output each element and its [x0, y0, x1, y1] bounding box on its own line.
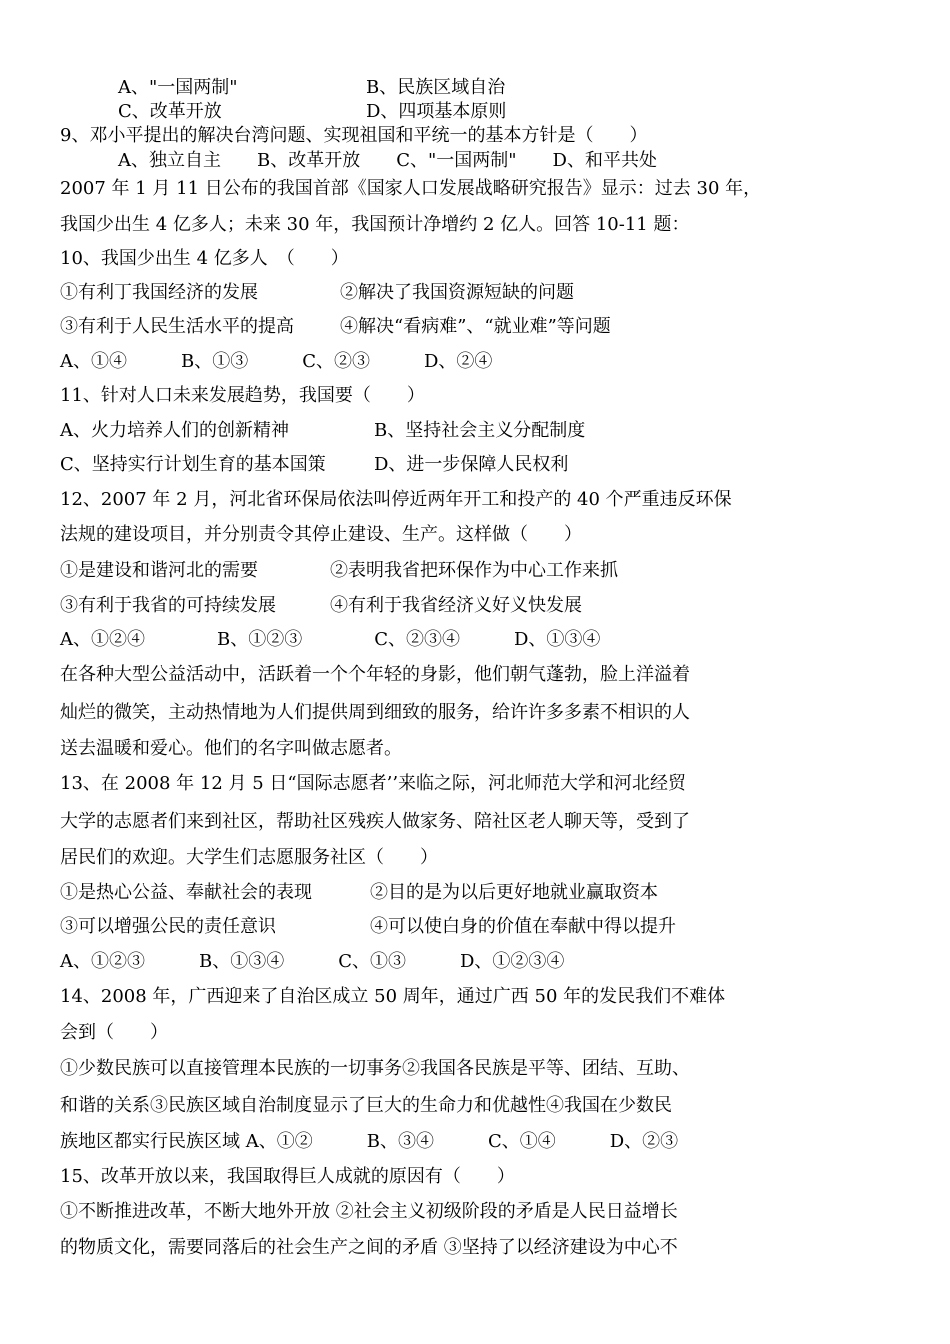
q12-choices: A、①②④ B、①②③ C、②③④ D、①③④	[60, 629, 601, 650]
q11-option-a: A、火力培养人们的创新精神	[60, 420, 289, 441]
q11-option-c: C、坚持实行计划生育的基本国策	[60, 454, 326, 475]
q8-option-d: D、四项基本原则	[366, 101, 507, 122]
q8-option-a: A、"一国两制"	[118, 77, 238, 98]
q13-line1: 13、在 2008 年 12 月 5 日“国际志愿者’’来临之际，河北师范大学和河北经贸	[60, 773, 687, 794]
q13-option-4: ④可以使白身的价值在奉献中得以提升	[370, 916, 676, 937]
q10-stem: 10、我国少出生 4 亿多人 （ ）	[60, 248, 349, 269]
q13-option-3: ③可以增强公民的责任意识	[60, 916, 276, 937]
q13-choices: A、①②③ B、①③④ C、①③ D、①②③④	[60, 951, 565, 972]
intro-13-line1: 在各种大型公益活动中，活跃着一个个年轻的身影，他们朝气蓬勃，脸上洋溢着	[60, 664, 690, 685]
q11-stem: 11、针对人口未来发展趋势，我国要（ ）	[60, 385, 425, 406]
q13-line2: 大学的志愿者们来到社区，帮助社区残疾人做家务、陪社区老人聊天等，受到了	[60, 811, 690, 832]
q12-line2: 法规的建设项目，并分别责令其停止建设、生产。这样做（ ）	[60, 524, 582, 545]
q13-option-1: ①是热心公益、奉献社会的表现	[60, 882, 312, 903]
intro-13-line3: 送去温暖和爱心。他们的名字叫做志愿者。	[60, 738, 402, 759]
q11-option-b: B、坚持社会主义分配制度	[374, 420, 586, 441]
q14-line4: 和谐的关系③民族区域自治制度显示了巨大的生命力和优越性④我国在少数民	[60, 1095, 672, 1116]
q15-line2: ①不断推进改革，不断大地外开放 ②社会主义初级阶段的矛盾是人民日益增长	[60, 1201, 678, 1222]
q12-option-3: ③有利于我省的可持续发展	[60, 595, 276, 616]
q15-line3: 的物质文化，需要同落后的社会生产之间的矛盾 ③坚持了以经济建设为中心不	[60, 1237, 678, 1258]
q11-option-d: D、进一步保障人民权利	[374, 454, 569, 475]
q14-line5: 族地区都实行民族区域 A、①② B、③④ C、①④ D、②③	[60, 1131, 679, 1152]
intro-10-11-line1: 2007 年 1 月 11 日公布的我国首部《国家人口发展战略研究报告》显示：过去 30 年，	[60, 178, 762, 199]
q14-line3: ①少数民族可以直接管理本民族的一切事务②我国各民族是平等、团结、互助、	[60, 1058, 690, 1079]
q8-option-b: B、民族区域自治	[366, 77, 506, 98]
q10-choices: A、①④ B、①③ C、②③ D、②④	[60, 351, 493, 372]
q15-stem: 15、改革开放以来，我国取得巨人成就的原因有（ ）	[60, 1166, 515, 1187]
q12-option-4: ④有利于我省经济义好义快发展	[330, 595, 582, 616]
q14-line1: 14、2008 年，广西迎来了自治区成立 50 周年，通过广西 50 年的发民我们不难体	[60, 986, 726, 1007]
q12-option-1: ①是建设和谐河北的需要	[60, 560, 258, 581]
q9-stem: 9、邓小平提出的解决台湾问题、实现祖国和平统一的基本方针是（ ）	[60, 125, 648, 146]
q10-option-2: ②解决了我国资源短缺的问题	[340, 282, 574, 303]
intro-13-line2: 灿烂的微笑，主动热情地为人们提供周到细致的服务，给许许多多素不相识的人	[60, 702, 690, 723]
intro-10-11-line2: 我国少出生 4 亿多人；未来 30 年，我国预计净增约 2 亿人。回答 10-11 题：	[60, 214, 690, 235]
q10-option-3: ③有利于人民生活水平的提高	[60, 316, 294, 337]
q12-line1: 12、2007 年 2 月，河北省环保局依法叫停近两年开工和投产的 40 个严重违反环保	[60, 489, 732, 510]
q10-option-1: ①有利丁我国经济的发展	[60, 282, 258, 303]
q9-options: A、独立自主 B、改革开放 C、"一国两制" D、和平共处	[118, 150, 657, 171]
q10-option-4: ④解决“看病难”、“就业难”等问题	[340, 316, 611, 337]
q14-line2: 会到（ ）	[60, 1022, 168, 1043]
q12-option-2: ②表明我省把环保作为中心工作来抓	[330, 560, 618, 581]
q13-line3: 居民们的欢迎。大学生们志愿服务社区（ ）	[60, 847, 438, 868]
q13-option-2: ②目的是为以后更好地就业赢取资本	[370, 882, 658, 903]
q8-option-c: C、改革开放	[118, 101, 222, 122]
